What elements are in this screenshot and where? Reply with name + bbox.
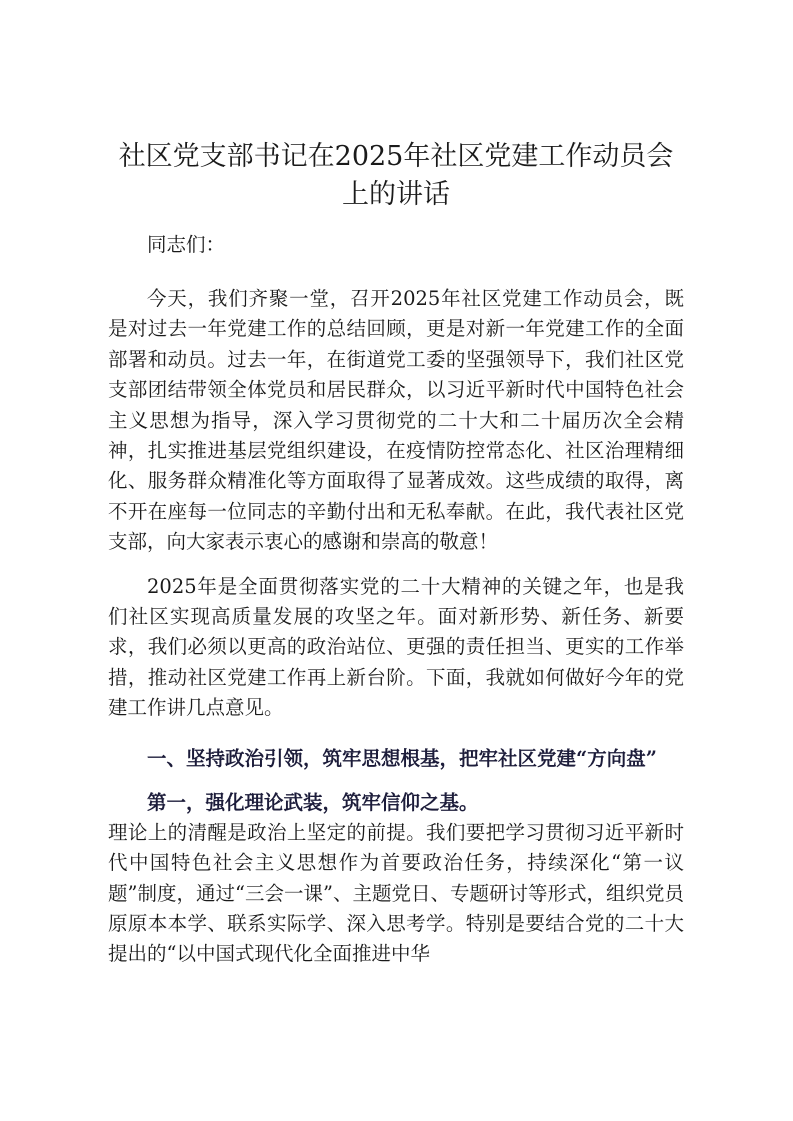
section-heading-1: 一、坚持政治引领，筑牢思想根基，把牢社区党建“方向盘” bbox=[147, 746, 657, 770]
paragraph-overview: 2025年是全面贯彻落实党的二十大精神的关键之年，也是我们社区实现高质量发展的攻坚之年。面对新形势、新任务、新要求，我们必须以更高的政治站位、更强的责任担当、更实的工作举措，推动社区党建工作再上新台阶。下面，我就如何做好今年的党建工作讲几点意见。 bbox=[108, 574, 684, 720]
salutation: 同志们： bbox=[147, 233, 226, 256]
document-page bbox=[108, 138, 684, 970]
subsection-heading-1: 第一，强化理论武装，筑牢信仰之基。 bbox=[147, 790, 479, 814]
subsection-body-1: 理论上的清醒是政治上坚定的前提。我们要把学习贯彻习近平新时代中国特色社会主义思想作为首要政治任务，持续深化“第一议题”制度，通过“三会一课”、主题党日、专题研讨等形式，组织党员原原本本学、联系实际学、深入思考学。特别是要结合党的二十大提出的“以中国式现代化全面推进中华 bbox=[108, 820, 684, 966]
document-title: 社区党支部书记在2025年社区党建工作动员会上的讲话 bbox=[118, 141, 674, 210]
paragraph-opening: 今天，我们齐聚一堂，召开2025年社区党建工作动员会，既是对过去一年党建工作的总结回顾，更是对新一年党建工作的全面部署和动员。过去一年，在街道党工委的坚强领导下，我们社区党支部团结带领全体党员和居民群众，以习近平新时代中国特色社会主义思想为指导，深入学习贯彻党的二十大和二十届历次全会精神，扎实推进基层党组织建设，在疫情防控常态化、社区治理精细化、服务群众精准化等方面取得了显著成效。这些成绩的取得，离不开在座每一位同志的辛勤付出和无私奉献。在此，我代表社区党支部，向大家表示衷心的感谢和崇高的敬意！ bbox=[108, 287, 684, 554]
